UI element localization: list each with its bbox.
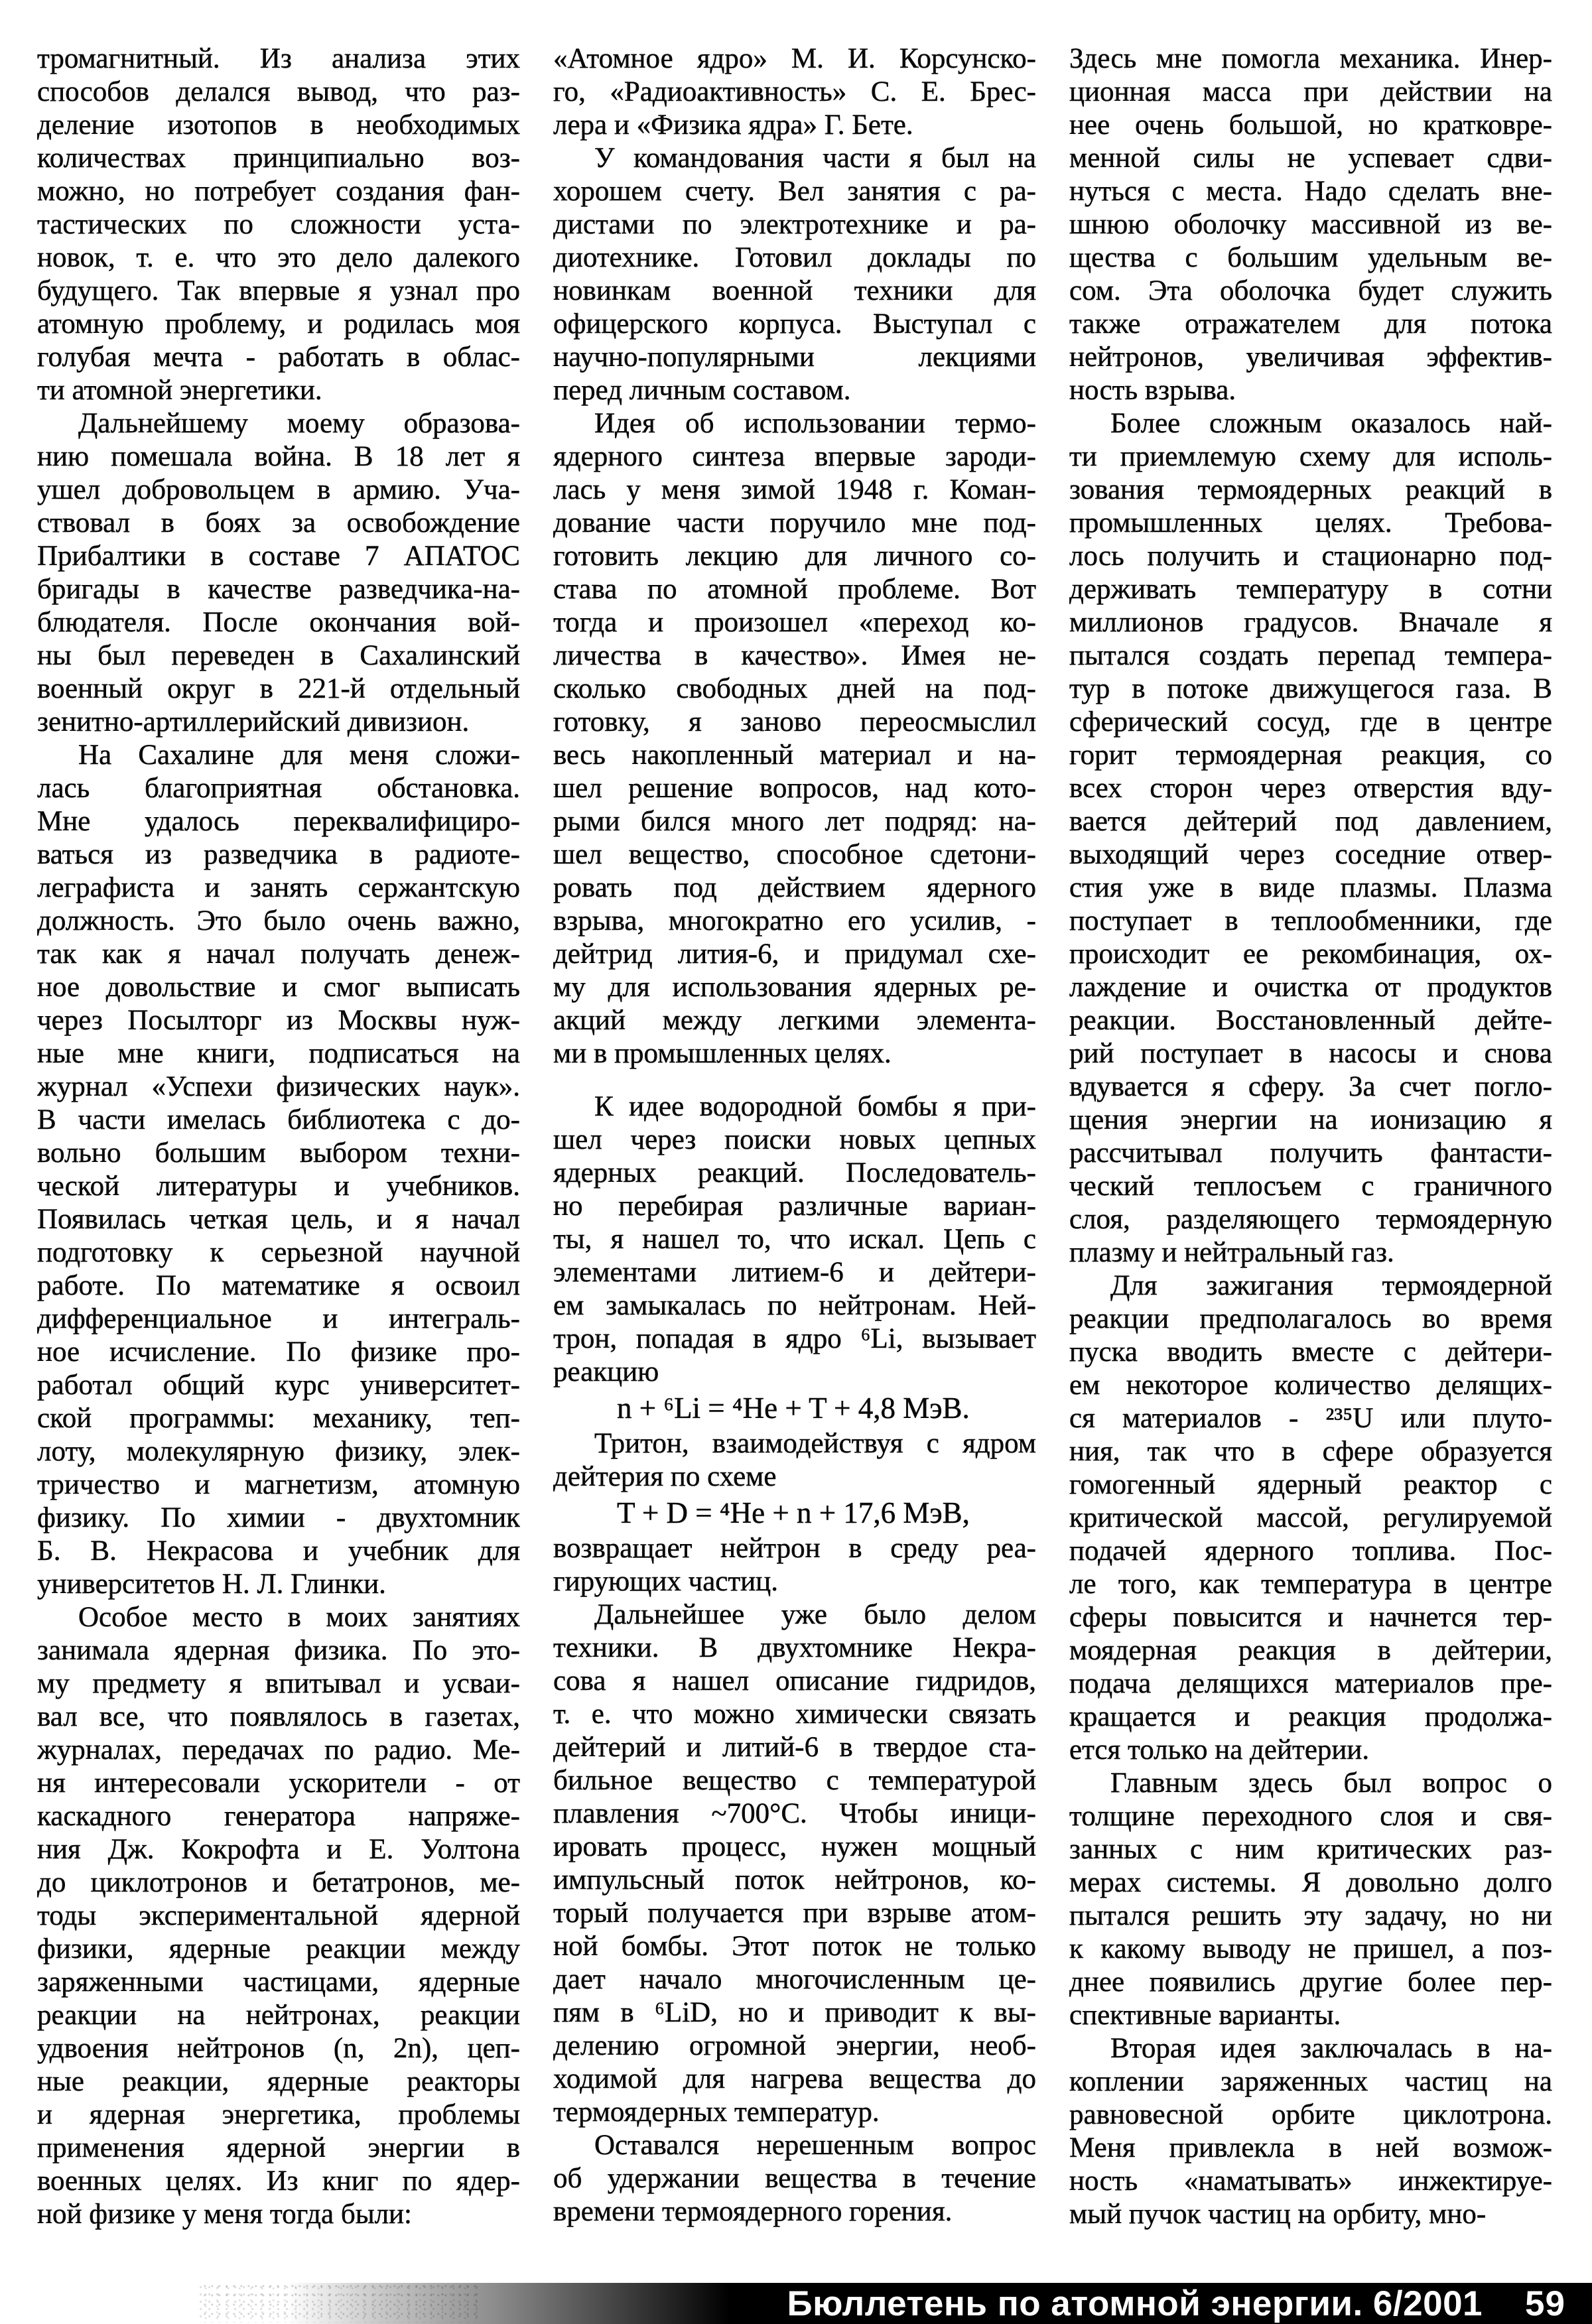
text-line: рассчитывал получить фантасти- <box>1069 1137 1552 1169</box>
text-line: сколько свободных дней на под- <box>553 673 1036 704</box>
text-line: На Сахалине для меня сложи- <box>78 740 520 771</box>
text-line: ное исчисление. По физике про- <box>37 1336 520 1368</box>
text-line: зенитно-артиллерийский дивизион. <box>37 706 470 738</box>
text-line: стия уже в виде плазмы. Плазма <box>1069 872 1552 903</box>
text-line: вольно большим выбором техни- <box>37 1137 520 1169</box>
paragraph <box>553 1090 1036 1389</box>
text-line: тоды экспериментальной ядерной <box>37 1900 520 1931</box>
text-line: кращается и реакция продолжа- <box>1069 1701 1552 1732</box>
text-line: вал все, что появлялось в газетах, <box>37 1701 520 1732</box>
text-line: му для использования ядерных ре- <box>553 972 1036 1003</box>
text-line: Здесь мне помогла механика. Инер- <box>1069 43 1552 74</box>
text-line: физику. По химии - двухтомник <box>37 1502 520 1533</box>
text-line: держивать температуру в сотни <box>1069 574 1552 605</box>
text-line: пытался решить эту задачу, но ни <box>1069 1900 1552 1931</box>
text-line: хорошем счету. Вел занятия с ра- <box>553 176 1036 207</box>
text-line: можно, но потребует создания фан- <box>37 176 520 207</box>
text-line: гирующих частиц. <box>553 1566 778 1597</box>
text-line: времени термоядерного горения. <box>553 2196 953 2227</box>
text-line: дейтрид лития-6, и придумал схе- <box>553 938 1036 970</box>
text-line: журнал «Успехи физических наук». <box>37 1071 520 1102</box>
text-line: т. е. что можно химически связать <box>553 1699 1036 1730</box>
text-line: Тритон, взаимодействуя с ядром <box>594 1428 1036 1459</box>
text-line: ность «наматывать» инжектируе- <box>1069 2165 1552 2197</box>
paragraph <box>553 407 1036 1070</box>
text-line: трон, попадая в ядро ⁶Li, вызывает <box>553 1323 1036 1354</box>
text-line: мый пучок частиц на орбиту, мно- <box>1069 2199 1487 2230</box>
text-line: сферический сосуд, где в центре <box>1069 706 1552 738</box>
text-line: дейтерий и литий-6 в твердое ста- <box>553 1732 1036 1763</box>
text-line: к какому выводу не пришел, а поз- <box>1069 1933 1552 1965</box>
text-line: ное довольствие и смог выписать <box>37 972 520 1003</box>
text-line: К идее водородной бомбы я при- <box>594 1091 1036 1122</box>
text-line: лаждение и очистка от продуктов <box>1069 972 1552 1003</box>
text-line: щения энергии на ионизацию я <box>1069 1104 1552 1135</box>
text-line: сферы повысится и начнется тер- <box>1069 1602 1552 1633</box>
text-line: голубая мечта - работать в облас- <box>37 342 520 373</box>
text-line: У командования части я был на <box>594 143 1036 174</box>
text-line: ядерных реакций. Последователь- <box>553 1157 1036 1189</box>
text-line: но перебирая различные вариан- <box>553 1191 1036 1222</box>
text-line: лось получить и стационарно под- <box>1069 541 1552 572</box>
text-line: Более сложным оказалось най- <box>1110 408 1552 439</box>
paragraph <box>37 42 520 407</box>
paragraph <box>37 1601 520 2231</box>
text-line: ной бомбы. Этот поток не только <box>553 1931 1036 1962</box>
text-line: возвращает нейтрон в среду реа- <box>553 1533 1036 1564</box>
text-line: каскадного генератора напряже- <box>37 1801 520 1832</box>
text-line: делению огромной энергии, необ- <box>553 2030 1036 2061</box>
text-line: горит термоядерная реакция, со <box>1069 740 1552 771</box>
text-line: взрыва, многократно его усилив, - <box>553 905 1036 936</box>
text-line: рий поступает в насосы и снова <box>1069 1038 1552 1069</box>
text-line: физики, ядерные реакции между <box>37 1933 520 1965</box>
text-line: ушел добровольцем в армию. Уча- <box>37 474 520 505</box>
text-line: военный округ в 221-й отдельный <box>37 673 520 704</box>
text-line: готовку, я заново переосмыслил <box>553 706 1036 738</box>
text-line: n + ⁶Li = ⁴He + T + 4,8 МэВ. <box>617 1391 970 1425</box>
text-line: Прибалтики в составе 7 АПАТОС <box>37 541 520 572</box>
reaction-formula <box>553 1496 1036 1529</box>
text-line: рыми бился много лет подряд: на- <box>553 806 1036 837</box>
text-line: ствовал в боях за освобождение <box>37 507 520 539</box>
text-line: шел решение вопросов, над кото- <box>553 773 1036 804</box>
text-line: тогда и произошел «переход ко- <box>553 607 1036 638</box>
text-line: количествах принципиально воз- <box>37 143 520 174</box>
text-line: блюдателя. После окончания вой- <box>37 607 520 638</box>
text-line: плазму и нейтральный газ. <box>1069 1237 1394 1268</box>
text-line: нуться с места. Надо сделать вне- <box>1069 176 1552 207</box>
text-line: Дальнейшее уже было делом <box>594 1599 1036 1630</box>
text-line: деление изотопов в необходимых <box>37 109 520 141</box>
text-line: дование части поручило мне под- <box>553 507 1036 539</box>
text-line: Главным здесь был вопрос о <box>1110 1768 1552 1799</box>
text-line: го, «Радиоактивность» С. Е. Брес- <box>553 76 1036 107</box>
text-line: T + D = ⁴He + n + 17,6 МэВ, <box>617 1496 970 1529</box>
paragraph <box>1069 407 1552 1269</box>
paragraph <box>553 1427 1036 1494</box>
text-line: подачей ядерного топлива. Пос- <box>1069 1535 1552 1567</box>
text-line: ется только на дейтерии. <box>1069 1734 1370 1766</box>
text-line: «Атомное ядро» М. И. Корсунско- <box>553 43 1036 74</box>
text-line: всех сторон через отверстия вду- <box>1069 773 1552 804</box>
text-line: дистами по электротехнике и ра- <box>553 209 1036 240</box>
text-line: ческой литературы и учебников. <box>37 1171 520 1202</box>
paragraph <box>553 42 1036 142</box>
text-line: критической массой, регулируемой <box>1069 1502 1552 1533</box>
text-line: нейтронов, увеличивая эффектив- <box>1069 342 1552 373</box>
text-line: выходящий через соседние отвер- <box>1069 839 1552 870</box>
text-line: бильное вещество с температурой <box>553 1765 1036 1796</box>
paragraph <box>553 1598 1036 2129</box>
text-line: сом. Эта оболочка будет служить <box>1069 275 1552 306</box>
text-line: занимала ядерная физика. По это- <box>37 1635 520 1666</box>
text-line: Для зажигания термоядерной <box>1110 1270 1552 1301</box>
text-line: ваться из разведчика в радиоте- <box>37 839 520 870</box>
reaction-formula <box>553 1391 1036 1425</box>
text-line: ми в промышленных целях. <box>553 1038 892 1069</box>
text-line: заряженными частицами, ядерные <box>37 1967 520 1998</box>
text-line: тур в потоке движущегося газа. В <box>1069 673 1552 704</box>
text-line: весь накопленный материал и на- <box>553 740 1036 771</box>
text-line: зования термоядерных реакций в <box>1069 474 1552 505</box>
text-line: реакции на нейтронах, реакции <box>37 2000 520 2031</box>
text-line: занных с ним критических раз- <box>1069 1834 1552 1865</box>
text-line: шел через поиски новых цепных <box>553 1124 1036 1155</box>
text-line: Вторая идея заключалась в на- <box>1110 2033 1552 2064</box>
text-line: лера и «Физика ядра» Г. Бете. <box>553 109 913 141</box>
text-line: ны был переведен в Сахалинский <box>37 640 520 671</box>
text-line: сова я нашел описание гидридов, <box>553 1665 1036 1697</box>
paragraph <box>1069 42 1552 407</box>
text-line: лоту, молекулярную физику, элек- <box>37 1436 520 1467</box>
text-line: ти атомной энергетики. <box>37 375 322 406</box>
text-line: работал общий курс университет- <box>37 1370 520 1401</box>
footer-bar <box>285 2283 1592 2324</box>
text-line: ня интересовали ускорители - от <box>37 1768 520 1799</box>
text-line: щества с большим удельным ве- <box>1069 242 1552 273</box>
text-line: элементами литием-6 и дейтери- <box>553 1257 1036 1288</box>
text-line: пям в ⁶LiD, но и приводит к вы- <box>553 1997 1036 2028</box>
text-line: му предмету я впитывал и усваи- <box>37 1668 520 1699</box>
paragraph <box>1069 1767 1552 2032</box>
text-line: через Посылторг из Москвы нуж- <box>37 1005 520 1036</box>
page-number: 59 <box>1525 2284 1565 2323</box>
text-line: офицерского корпуса. Выступал с <box>553 308 1036 340</box>
text-line: ния, так что в сфере образуется <box>1069 1436 1552 1467</box>
text-line: вдувается я сферу. За счет погло- <box>1069 1071 1552 1102</box>
text-line: ировать процесс, нужен мощный <box>553 1831 1036 1862</box>
text-line: Идея об использовании термо- <box>594 408 1036 439</box>
text-line: новок, т. е. что это дело далекого <box>37 242 520 273</box>
text-line: ле того, как температура в центре <box>1069 1569 1552 1600</box>
text-line: подготовку к серьезной научной <box>37 1237 520 1268</box>
text-line: военных целях. Из книг по ядер- <box>37 2165 520 2197</box>
text-line: применения ядерной энергии в <box>37 2132 520 2163</box>
text-line: ния Дж. Кокрофта и Е. Уолтона <box>37 1834 520 1865</box>
paragraph <box>553 142 1036 407</box>
text-line: ем некоторое количество делящих- <box>1069 1370 1552 1401</box>
text-line: мерах системы. Я довольно долго <box>1069 1867 1552 1898</box>
text-line: менной силы не успевает сдви- <box>1069 143 1552 174</box>
text-line: плавления ~700°C. Чтобы иници- <box>553 1798 1036 1829</box>
text-line: научно-популярными лекциями <box>553 342 1036 373</box>
text-line: личества в качество». Имея не- <box>553 640 1036 671</box>
text-line: реакции. Восстановленный дейте- <box>1069 1005 1552 1036</box>
text-line: спективные варианты. <box>1069 2000 1341 2031</box>
text-line: происходит ее рекомбинация, ох- <box>1069 938 1552 970</box>
text-line: моядерная реакция в дейтерии, <box>1069 1635 1552 1666</box>
text-line: торый получается при взрыве атом- <box>553 1898 1036 1929</box>
text-line: шел вещество, способное сдетони- <box>553 839 1036 870</box>
text-line: шнюю оболочку массивной из ве- <box>1069 209 1552 240</box>
text-line: ционная масса при действии на <box>1069 76 1552 107</box>
text-line: днее появились другие более пер- <box>1069 1967 1552 1998</box>
text-line: поступает в теплообменники, где <box>1069 905 1552 936</box>
text-line: ся материалов - ²³⁵U или плуто- <box>1069 1403 1552 1434</box>
text-line: промышленных целях. Требова- <box>1069 507 1552 539</box>
text-line: Появилась четкая цель, и я начал <box>37 1204 520 1235</box>
text-line: перед личным составом. <box>553 375 851 406</box>
text-line: также отражателем для потока <box>1069 308 1552 340</box>
text-line: става по атомной проблеме. Вот <box>553 574 1036 605</box>
text-line: журналах, передачах по радио. Ме- <box>37 1734 520 1766</box>
text-line: нию помешала война. В 18 лет я <box>37 441 520 472</box>
text-line: дает начало многочисленным це- <box>553 1964 1036 1995</box>
text-line: тастических по сложности уста- <box>37 209 520 240</box>
text-line: Мне удалось переквалифициро- <box>37 806 520 837</box>
text-line: Дальнейшему моему образова- <box>78 408 520 439</box>
text-line: ем замыкалась по нейтронам. Ней- <box>553 1290 1036 1321</box>
text-line: ядерного синтеза впервые зароди- <box>553 441 1036 472</box>
text-line: пуска вводить вместе с дейтери- <box>1069 1336 1552 1368</box>
text-line: университетов Н. Л. Глинки. <box>37 1569 386 1600</box>
text-line: лась благоприятная обстановка. <box>37 773 520 804</box>
text-line: подача делящихся материалов пре- <box>1069 1668 1552 1699</box>
text-line: Особое место в моих занятиях <box>78 1602 520 1633</box>
paragraph <box>553 2129 1036 2228</box>
text-line: гомогенный ядерный реактор с <box>1069 1469 1552 1500</box>
text-line: Меня привлекла в ней возмож- <box>1069 2132 1552 2163</box>
text-line: об удержании вещества в течение <box>553 2163 1036 2194</box>
text-line: бригады в качестве разведчика-на- <box>37 574 520 605</box>
text-line: равновесной орбите циклотрона. <box>1069 2099 1552 2130</box>
text-line: будущего. Так впервые я узнал про <box>37 275 520 306</box>
text-line: Б. В. Некрасова и учебник для <box>37 1535 520 1567</box>
text-line: так как я начал получать денеж- <box>37 938 520 970</box>
text-line: техники. В двухтомнике Некра- <box>553 1632 1036 1663</box>
text-line: Оставался нерешенным вопрос <box>594 2130 1036 2161</box>
text-line: ровать под действием ядерного <box>553 872 1036 903</box>
text-line: ти приемлемую схему для исполь- <box>1069 441 1552 472</box>
text-line: леграфиста и занять сержантскую <box>37 872 520 903</box>
text-line: миллионов градусов. Вначале я <box>1069 607 1552 638</box>
text-line: ходимой для нагрева вещества до <box>553 2063 1036 2095</box>
text-line: ные мне книги, подписаться на <box>37 1038 520 1069</box>
text-line: атомную проблему, и родилась моя <box>37 308 520 340</box>
text-line: тричество и магнетизм, атомную <box>37 1469 520 1500</box>
text-line: способов делался вывод, что раз- <box>37 76 520 107</box>
text-line: новинкам военной техники для <box>553 275 1036 306</box>
text-line: лась у меня зимой 1948 г. Коман- <box>553 474 1036 505</box>
text-line: пытался создать перепад темпера- <box>1069 640 1552 671</box>
text-line: В части имелась библиотека с до- <box>37 1104 520 1135</box>
text-column-3 <box>1069 42 1552 2231</box>
journal-title: Бюллетень по атомной энергии. 6/2001 <box>787 2284 1483 2323</box>
text-line: ты, я нашел то, что искал. Цепь с <box>553 1224 1036 1255</box>
text-column-2 <box>553 42 1036 2231</box>
text-line: должность. Это было очень важно, <box>37 905 520 936</box>
text-line: дейтерия по схеме <box>553 1461 777 1492</box>
text-column-1 <box>37 42 520 2231</box>
text-line: ной физике у меня тогда были: <box>37 2199 413 2230</box>
text-line: нее очень большой, но кратковре- <box>1069 109 1552 141</box>
text-line: ность взрыва. <box>1069 375 1236 406</box>
paragraph <box>37 739 520 1601</box>
text-line: ные реакции, ядерные реакторы <box>37 2066 520 2097</box>
paragraph <box>553 1532 1036 1598</box>
text-line: готовить лекцию для личного со- <box>553 541 1036 572</box>
text-line: и ядерная энергетика, проблемы <box>37 2099 520 2130</box>
text-line: диотехнике. Готовил доклады по <box>553 242 1036 273</box>
text-line: ческий теплосъем с граничного <box>1069 1171 1552 1202</box>
paragraph <box>1069 1269 1552 1767</box>
text-line: коплении заряженных частиц на <box>1069 2066 1552 2097</box>
paragraph <box>37 407 520 739</box>
text-line: толщине переходного слоя и свя- <box>1069 1801 1552 1832</box>
text-line: работе. По математике я освоил <box>37 1270 520 1301</box>
text-line: тромагнитный. Из анализа этих <box>37 43 520 74</box>
text-line: дифференциальное и интеграль- <box>37 1303 520 1334</box>
text-line: термоядерных температур. <box>553 2097 880 2128</box>
text-line: акций между легкими элемента- <box>553 1005 1036 1036</box>
text-line: реакции предполагалось во время <box>1069 1303 1552 1334</box>
paragraph <box>1069 2032 1552 2231</box>
text-line: удвоения нейтронов (n, 2n), цеп- <box>37 2033 520 2064</box>
text-line: вается дейтерий под давлением, <box>1069 806 1552 837</box>
text-line: слоя, разделяющего термоядерную <box>1069 1204 1552 1235</box>
text-line: до циклотронов и бетатронов, ме- <box>37 1867 520 1898</box>
text-line: импульсный поток нейтронов, ко- <box>553 1864 1036 1896</box>
text-line: ской программы: механику, теп- <box>37 1403 520 1434</box>
text-line: реакцию <box>553 1356 659 1388</box>
